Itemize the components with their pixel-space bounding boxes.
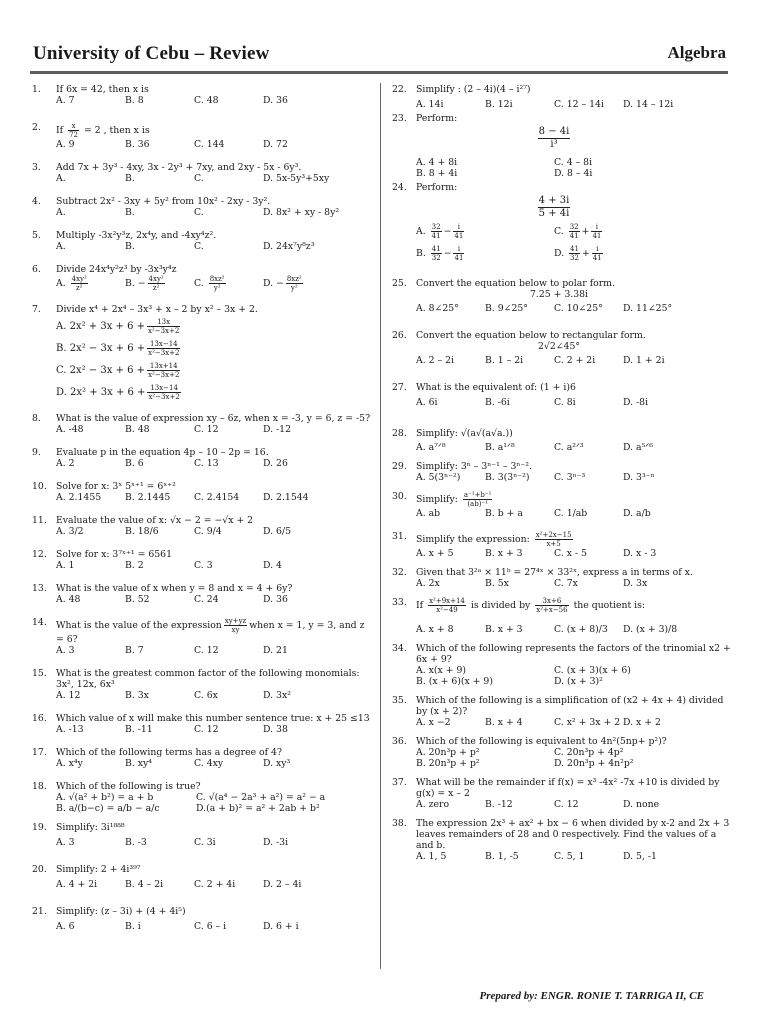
option-a[interactable]: A. 6 — [56, 921, 75, 932]
option-b[interactable]: B. — [125, 207, 135, 218]
option-b[interactable]: B. 3x — [125, 690, 149, 701]
question-stem: Convert the equation below to polar form. — [416, 278, 615, 289]
question-13 — [32, 583, 372, 605]
option-a[interactable]: A. x −2 — [416, 717, 451, 728]
option-b[interactable]: B. 9∠25° — [485, 303, 528, 314]
option-c[interactable]: C. $\frac{\text{8xz²}}{\text{y²}}$ — [194, 275, 225, 292]
question-number: 21. — [32, 906, 47, 917]
option-a[interactable]: A. x⁴y — [56, 758, 83, 769]
option-b[interactable]: B. b + a — [485, 508, 523, 519]
option-a[interactable]: A. 12 — [56, 690, 81, 701]
document-title: University of Cebu – Review — [33, 43, 270, 64]
option-a[interactable]: A. — [56, 241, 66, 252]
question-number: 18. — [32, 781, 47, 792]
option-a[interactable]: A. — [56, 207, 66, 218]
option-c[interactable]: C. x² + 3x + 2 — [554, 717, 621, 728]
expression: 7.25 + 3.38i — [529, 289, 589, 300]
option-b[interactable]: B. 6 — [125, 458, 144, 469]
option-b[interactable]: B. i — [125, 921, 141, 932]
question-number: 12. — [32, 549, 47, 560]
question-number: 23. — [392, 113, 407, 124]
question-stem: Simplify: (z – 3i) + (4 + 4i⁵) — [56, 906, 186, 917]
option-a[interactable]: A. -13 — [56, 724, 84, 735]
option-c[interactable]: C. 10∠25° — [554, 303, 603, 314]
question-17 — [32, 747, 372, 769]
question-36 — [392, 736, 732, 769]
question-number: 9. — [32, 447, 41, 458]
option-d[interactable]: D.(a + b)² = a² + 2ab + b² — [196, 803, 320, 814]
option-c[interactable]: C. 2 + 4i — [194, 879, 236, 890]
option-c[interactable]: C. a²ᐟ³ — [554, 442, 584, 453]
option-c[interactable]: C. 3ⁿ⁻³ — [554, 472, 586, 483]
option-b[interactable]: B. 8 — [125, 95, 144, 106]
option-a[interactable]: A. 7 — [56, 95, 75, 106]
option-c[interactable]: C. 12 – 14i — [554, 99, 604, 110]
question-19 — [32, 822, 372, 848]
option-d[interactable]: D. -8i — [623, 397, 649, 408]
question-stem: Perform: — [416, 182, 458, 193]
option-a[interactable]: A. 2 – 2i — [416, 355, 454, 366]
fraction: $\frac{\text{a⁻¹+b⁻¹}}{\text{(ab)⁻¹}}$ — [463, 491, 492, 508]
question-24 — [392, 182, 732, 262]
question-number: 25. — [392, 278, 407, 289]
option-a[interactable]: A. x + 8 — [416, 624, 454, 635]
option-d[interactable]: D. -3i — [263, 837, 289, 848]
option-d[interactable]: D. (x + 3)/8 — [623, 624, 678, 635]
question-23 — [392, 113, 732, 179]
option-c[interactable]: C. 6x — [194, 690, 218, 701]
question-stem: Subtract 2x² - 3xy + 5y² from 10x² - 2xy - 3y². — [56, 196, 271, 207]
question-14 — [32, 617, 372, 656]
question-1 — [32, 84, 372, 106]
option-c[interactable]: C. 13 — [194, 458, 219, 469]
option-b[interactable]: B. a/(b−c) = a/b − a/c — [56, 803, 160, 814]
option-c[interactable]: C. — [194, 207, 204, 218]
option-b[interactable]: B. 48 — [125, 424, 150, 435]
option-d[interactable]: D. 6 + i — [263, 921, 299, 932]
question-stem: Which of the following is equivalent to 4n²(5np+ p²)? — [416, 736, 667, 747]
option-d[interactable]: D. 11∠25° — [623, 303, 673, 314]
question-5 — [32, 230, 372, 252]
option-b[interactable]: B. -11 — [125, 724, 153, 735]
option-d[interactable]: D. 72 — [263, 139, 288, 150]
question-stem: Which of the following is a simplification of (x2 + 4x + 4) divided by (x + 2)? — [416, 695, 724, 717]
option-b[interactable]: B. 3(3ⁿ⁻²) — [485, 472, 530, 483]
subject-label: Algebra — [667, 43, 726, 62]
option-b[interactable]: B. (x + 6)(x + 9) — [416, 676, 493, 687]
option-a[interactable]: A. x(x + 9) — [416, 665, 466, 676]
question-33 — [392, 597, 732, 635]
question-number: 22. — [392, 84, 407, 95]
question-stem: Solve for x: 3ˣ 5ˣ⁺¹ = 6ˣ⁺² — [56, 481, 176, 492]
question-29 — [392, 461, 732, 483]
question-28 — [392, 428, 732, 453]
question-stem: Simplify the expression: $\frac{\text{x²+2x−15}}{x+5}$ — [416, 531, 572, 548]
question-stem: The expression 2x³ + ax² + bx − 6 when divided by x-2 and 2x + 3 leaves remainders of 28 and 0 respectively. Find the values of a and b. — [416, 818, 730, 851]
option-c[interactable]: C. 12 — [194, 424, 219, 435]
question-22 — [392, 84, 732, 110]
option-d[interactable]: D. 26 — [263, 458, 288, 469]
question-stem: Solve for x: 3⁷ˣ⁺¹ = 6561 — [56, 549, 172, 560]
question-number: 26. — [392, 330, 407, 341]
option-d[interactable]: D. -12 — [263, 424, 292, 435]
option-c[interactable]: C. 12 — [194, 645, 219, 656]
question-number: 24. — [392, 182, 407, 193]
question-stem: What is the equivalent of: (1 + i)6 — [416, 382, 576, 393]
question-stem: What will be the remainder if f(x) = x³ -4x² -7x +10 is divided by g(x) = x – 2 — [416, 777, 720, 799]
option-a[interactable]: A. √(a² + b²) = a + b — [56, 792, 154, 803]
option-d[interactable]: D. 36 — [263, 95, 288, 106]
option-c[interactable]: C. 1/ab — [554, 508, 588, 519]
option-c[interactable]: C. 2 + 2i — [554, 355, 596, 366]
option-a[interactable]: A. 2 — [56, 458, 75, 469]
option-c[interactable]: C. 48 — [194, 95, 219, 106]
question-8 — [32, 413, 372, 435]
option-a[interactable]: A. 3 — [56, 837, 75, 848]
option-d[interactable]: D. a/b — [623, 508, 651, 519]
option-d[interactable]: D. a⁵ᐟ⁶ — [623, 442, 653, 453]
question-number: 5. — [32, 230, 41, 241]
option-c[interactable]: C. (x + 3)(x + 6) — [554, 665, 631, 676]
option-b[interactable]: B. 7 — [125, 645, 144, 656]
prepared-by-footer: Prepared by: ENGR. RONIE T. TARRIGA II, CE — [479, 990, 704, 1002]
option-b[interactable]: B. 5x — [485, 578, 509, 589]
question-stem: Add 7x + 3y³ - 4xy, 3x - 2y³ + 7xy, and 2xy - 5x - 6y³. — [56, 162, 302, 173]
fraction: $\frac{x}{72}$ — [69, 122, 79, 139]
question-37 — [392, 777, 732, 810]
option-b[interactable]: B. 52 — [125, 594, 150, 605]
option-d[interactable]: D. 21 — [263, 645, 288, 656]
question-stem: What is the value of expression xy – 6z, when x = -3, y = 6, z = -5? — [56, 413, 371, 424]
option-a[interactable]: A. 48 — [56, 594, 81, 605]
question-stem: Simplify: $\frac{\text{a⁻¹+b⁻¹}}{\text{(ab)⁻¹}}$ — [416, 491, 492, 508]
option-a[interactable]: A. 4 + 8i — [416, 157, 458, 168]
question-number: 11. — [32, 515, 47, 526]
question-number: 14. — [32, 617, 47, 628]
option-c[interactable]: C. √(a⁴ − 2a³ + a²) = a² − a — [196, 792, 326, 803]
option-b[interactable]: B. 2.1445 — [125, 492, 171, 503]
option-a[interactable]: A. $\frac{32}{41}$ − $\frac{i}{41}$ — [416, 223, 464, 240]
question-38 — [392, 818, 732, 862]
option-d[interactable]: D. 8 – 4i — [554, 168, 593, 179]
option-c[interactable]: C. 24 — [194, 594, 219, 605]
question-stem: Simplify: 3ⁿ – 3ⁿ⁻¹ – 3ⁿ⁻². — [416, 461, 532, 472]
expression: $\frac{4 + 3i}{5 + 4i}$ — [538, 195, 570, 219]
question-number: 7. — [32, 304, 41, 315]
question-stem: Simplify: √(a√(a√a.)) — [416, 428, 513, 439]
question-3 — [32, 162, 372, 184]
option-d[interactable]: D. − $\frac{\text{8xz²}}{\text{y²}}$ — [263, 275, 302, 292]
option-b[interactable]: B. a¹ᐟ⁸ — [485, 442, 515, 453]
option-c[interactable]: C. 3i — [194, 837, 216, 848]
option-d[interactable]: D. 3x² — [263, 690, 291, 701]
option-a[interactable]: A. 3 — [56, 645, 75, 656]
option-d[interactable]: D. 4 — [263, 560, 282, 571]
option-d[interactable]: D. x + 2 — [623, 717, 661, 728]
question-number: 4. — [32, 196, 41, 207]
option-b[interactable]: B. 18/6 — [125, 526, 159, 537]
option-d[interactable]: D. 1 + 2i — [623, 355, 665, 366]
option-c[interactable]: C. 7x — [554, 578, 578, 589]
option-b[interactable]: B. 1, -5 — [485, 851, 519, 862]
option-a[interactable]: A. x + 5 — [416, 548, 454, 559]
question-15 — [32, 668, 372, 701]
question-number: 16. — [32, 713, 47, 724]
question-30 — [392, 491, 732, 519]
option-a[interactable]: A. 4 + 2i — [56, 879, 98, 890]
question-stem: Divide 24x⁴y²z³ by -3x³y⁴z — [56, 264, 177, 275]
expression: $\frac{8 - 4i}{\text{i³}}$ — [538, 126, 570, 150]
question-stem: Simplify: 3i¹⁸⁸⁸ — [56, 822, 125, 833]
option-b[interactable]: B. x + 3 — [485, 548, 523, 559]
option-b[interactable]: B. − $\frac{\text{4xy²}}{\text{z²}}$ — [125, 275, 164, 292]
question-number: 35. — [392, 695, 407, 706]
option-b[interactable]: B. 20n³p + p² — [416, 758, 480, 769]
question-10 — [32, 481, 372, 503]
question-number: 29. — [392, 461, 407, 472]
option-c[interactable]: C. — [194, 241, 204, 252]
option-a[interactable]: A. 6i — [416, 397, 438, 408]
option-d[interactable]: D. xy³ — [263, 758, 291, 769]
question-stem: Convert the equation below to rectangular form. — [416, 330, 646, 341]
question-34 — [392, 643, 732, 687]
question-stem: Divide x⁴ + 2x⁴ – 3x³ + x – 2 by x² – 3x + 2. — [56, 304, 258, 315]
option-a[interactable]: A. 1, 5 — [416, 851, 447, 862]
question-35 — [392, 695, 732, 728]
option-d[interactable]: D. 3x — [623, 578, 648, 589]
question-stem: What is the value of the expression $\frac{xy+yz}{xy}$ when x = 1, y = 3, and z = 6? — [56, 617, 365, 645]
question-number: 31. — [392, 531, 407, 542]
option-d[interactable]: D. x - 3 — [623, 548, 657, 559]
question-stem: Which of the following represents the factors of the trinomial x2 + 6x + 9? — [416, 643, 731, 665]
question-18 — [32, 781, 372, 814]
question-stem: Multiply -3x²y³z, 2x⁴y, and -4xy⁴z². — [56, 230, 217, 241]
question-25 — [392, 278, 732, 314]
question-number: 30. — [392, 491, 407, 502]
option-b[interactable]: B. -6i — [485, 397, 510, 408]
question-12 — [32, 549, 372, 571]
question-stem: What is the greatest common factor of the following monomials: 3x², 12x, 6x³ — [56, 668, 360, 690]
option-d[interactable]: D. none — [623, 799, 660, 810]
question-number: 13. — [32, 583, 47, 594]
left-column — [32, 84, 372, 932]
option-c[interactable]: C. 2.4154 — [194, 492, 240, 503]
question-number: 10. — [32, 481, 47, 492]
option-b[interactable]: B. -12 — [485, 799, 513, 810]
question-26 — [392, 330, 732, 366]
question-number: 28. — [392, 428, 407, 439]
question-stem: Evaluate the value of x: √x − 2 = −√x + 2 — [56, 515, 254, 526]
question-stem: Which value of x will make this number sentence true: x + 25 ≤13 — [56, 713, 370, 724]
option-c[interactable]: C. x - 5 — [554, 548, 587, 559]
question-stem: If $\frac{\text{x²+9x+14}}{\text{x²−49}}$ is divided by $\frac{3x+6}{\text{x²+x−56}}$ the quotient is: — [416, 597, 646, 614]
option-d[interactable]: D. (x + 3)² — [554, 676, 603, 687]
question-stem: Given that 3²ᵃ × 11ᵇ = 27⁴ˣ × 33²ˣ, express a in terms of x. — [416, 567, 693, 578]
option-b[interactable]: B. 12i — [485, 99, 513, 110]
question-number: 3. — [32, 162, 41, 173]
option-d[interactable]: D. 2 – 4i — [263, 879, 302, 890]
option-c[interactable]: C. 3 — [194, 560, 213, 571]
question-6 — [32, 264, 372, 292]
option-b[interactable]: B. -3 — [125, 837, 147, 848]
option-a[interactable]: A. -48 — [56, 424, 84, 435]
option-a[interactable]: A. — [56, 173, 66, 184]
question-stem: Which of the following is true? — [56, 781, 201, 792]
question-31 — [392, 531, 732, 559]
option-a[interactable]: A. ab — [416, 508, 441, 519]
option-c[interactable]: C. 20n³p + 4p² — [554, 747, 624, 758]
option-b[interactable]: B. 4 – 2i — [125, 879, 164, 890]
option-d[interactable]: D. 20n³p + 4n²p² — [554, 758, 634, 769]
question-number: 2. — [32, 122, 41, 133]
option-c[interactable]: C. (x + 8)/3 — [554, 624, 608, 635]
option-a[interactable]: A. zero — [416, 799, 450, 810]
option-a[interactable]: A. 20n³p + p² — [416, 747, 480, 758]
option-a[interactable]: A. $\frac{\text{4xy²}}{\text{z²}}$ — [56, 275, 87, 292]
option-b[interactable]: B. 1 – 2i — [485, 355, 524, 366]
question-20 — [32, 864, 372, 890]
question-4 — [32, 196, 372, 218]
option-b[interactable]: B. — [125, 241, 135, 252]
fraction: $\frac{xy+yz}{xy}$ — [224, 617, 247, 634]
option-d[interactable]: D. 2x² + 3x + 6 + $\frac{13x-14}{\text{x²−3x+2}}$ — [56, 384, 180, 401]
question-2 — [32, 122, 372, 150]
question-stem: Perform: — [416, 113, 458, 124]
option-c[interactable]: C. — [194, 173, 204, 184]
question-21 — [32, 906, 372, 932]
option-b[interactable]: B. x + 4 — [485, 717, 523, 728]
question-number: 20. — [32, 864, 47, 875]
question-16 — [32, 713, 372, 735]
question-number: 27. — [392, 382, 407, 393]
option-c[interactable]: C. 5, 1 — [554, 851, 585, 862]
option-d[interactable]: D. 5, -1 — [623, 851, 657, 862]
question-27 — [392, 382, 732, 408]
question-number: 36. — [392, 736, 407, 747]
question-number: 33. — [392, 597, 407, 608]
option-b[interactable]: B. 8 + 4i — [416, 168, 458, 179]
option-c[interactable]: C. 6 – i — [194, 921, 227, 932]
option-a[interactable]: A. 2.1455 — [56, 492, 102, 503]
question-stem: Evaluate p in the equation 4p – 10 – 2p = 16. — [56, 447, 269, 458]
option-c[interactable]: C. 4xy — [194, 758, 224, 769]
question-7 — [32, 304, 372, 401]
option-b[interactable]: B. 2 — [125, 560, 144, 571]
option-b[interactable]: B. — [125, 173, 135, 184]
option-d[interactable]: D. 36 — [263, 594, 288, 605]
option-b[interactable]: B. xy⁴ — [125, 758, 152, 769]
question-number: 17. — [32, 747, 47, 758]
option-d[interactable]: D. 14 – 12i — [623, 99, 674, 110]
option-c[interactable]: C. 8i — [554, 397, 576, 408]
option-d[interactable]: D. 3³⁻ⁿ — [623, 472, 655, 483]
option-c[interactable]: C. 9/4 — [194, 526, 222, 537]
fraction: $\frac{\text{x²+2x−15}}{x+5}$ — [535, 531, 572, 548]
option-d[interactable]: D. 2.1544 — [263, 492, 309, 503]
option-d[interactable]: D. $\frac{41}{32}$ + $\frac{i}{41}$ — [554, 245, 602, 262]
option-c[interactable]: C. $\frac{32}{41}$ + $\frac{i}{41}$ — [554, 223, 602, 240]
option-a[interactable]: A. 14i — [416, 99, 444, 110]
option-d[interactable]: D. 24x⁷y⁸z³ — [263, 241, 315, 252]
question-stem: If $\frac{x}{72}$ = 2 , then x is — [56, 122, 150, 139]
question-stem: Simplify: 2 + 4i³⁹⁷ — [56, 864, 141, 875]
option-a[interactable]: A. 8∠25° — [416, 303, 459, 314]
option-b[interactable]: B. 36 — [125, 139, 150, 150]
option-b[interactable]: B. $\frac{41}{32}$ − $\frac{i}{41}$ — [416, 245, 464, 262]
option-a[interactable]: A. 9 — [56, 139, 75, 150]
question-stem: Simplify : (2 – 4i)(4 – i²⁷) — [416, 84, 531, 95]
question-number: 19. — [32, 822, 47, 833]
right-column — [392, 84, 732, 862]
question-stem: If 6x = 42, then x is — [56, 84, 149, 95]
option-a[interactable]: A. 3/2 — [56, 526, 84, 537]
option-d[interactable]: D. 38 — [263, 724, 288, 735]
header-rule — [30, 71, 728, 74]
question-number: 1. — [32, 84, 41, 95]
question-stem: Which of the following terms has a degree of 4? — [56, 747, 282, 758]
option-c[interactable]: C. 12 — [554, 799, 579, 810]
question-stem: What is the value of x when y = 8 and x = 4 + 6y? — [56, 583, 293, 594]
option-d[interactable]: D. 5x-5y³+5xy — [263, 173, 330, 184]
question-11 — [32, 515, 372, 537]
question-number: 6. — [32, 264, 41, 275]
question-number: 15. — [32, 668, 47, 679]
question-number: 34. — [392, 643, 407, 654]
option-b[interactable]: B. 2x² − 3x + 6 + $\frac{13x-14}{\text{x²−3x+2}}$ — [56, 340, 180, 357]
option-a[interactable]: A. 1 — [56, 560, 75, 571]
option-c[interactable]: C. 2x² − 3x + 6 + $\frac{13x+14}{\text{x²−3x+2}}$ — [56, 362, 180, 379]
column-divider — [380, 83, 381, 969]
option-b[interactable]: B. x + 3 — [485, 624, 523, 635]
option-d[interactable]: D. 6/5 — [263, 526, 291, 537]
option-a[interactable]: A. 5(3ⁿ⁻²) — [416, 472, 461, 483]
option-a[interactable]: A. 2x² + 3x + 6 + $\frac{13x}{\text{x²−3x+2}}$ — [56, 318, 180, 335]
question-number: 38. — [392, 818, 407, 829]
question-number: 37. — [392, 777, 407, 788]
option-c[interactable]: C. 12 — [194, 724, 219, 735]
option-d[interactable]: D. 8x² + xy - 8y² — [263, 207, 340, 218]
question-number: 8. — [32, 413, 41, 424]
option-c[interactable]: C. 4 – 8i — [554, 157, 593, 168]
expression: 2√2∠45° — [537, 341, 581, 352]
question-number: 32. — [392, 567, 407, 578]
question-32 — [392, 567, 732, 589]
question-9 — [32, 447, 372, 469]
option-a[interactable]: A. 2x — [416, 578, 440, 589]
option-a[interactable]: A. a⁷ᐟ⁸ — [416, 442, 446, 453]
option-c[interactable]: C. 144 — [194, 139, 225, 150]
